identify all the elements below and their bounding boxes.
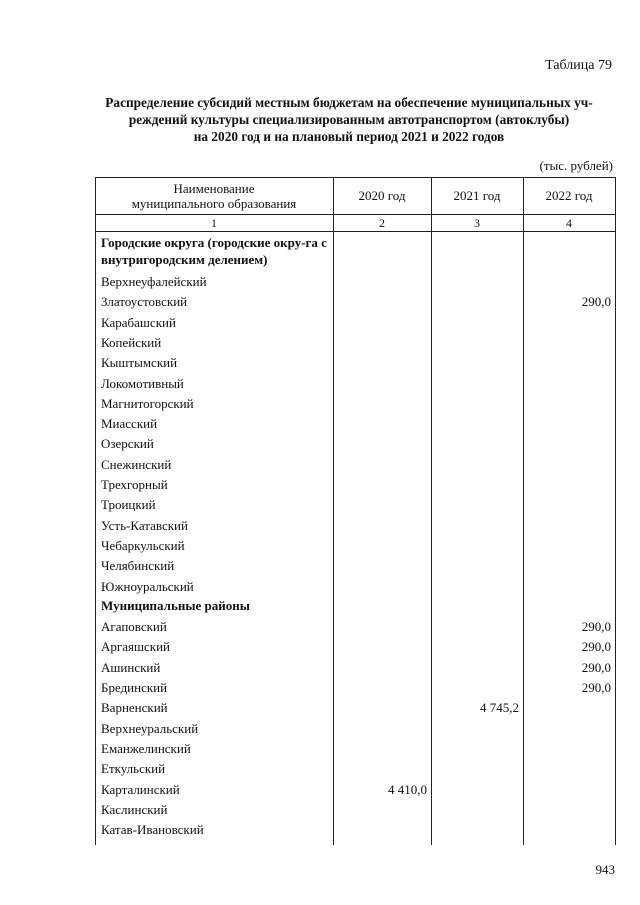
municipality-name: Трехгорный <box>101 477 168 492</box>
table-row <box>95 800 616 820</box>
municipality-name: Кыштымский <box>101 355 178 371</box>
table-row <box>95 780 616 800</box>
table-row <box>95 719 616 739</box>
table-row <box>95 333 616 353</box>
municipality-name: Карабашский <box>101 314 176 330</box>
subsidy-table <box>95 177 616 845</box>
municipality-name: Златоустовский <box>101 294 188 310</box>
header-2022: 2022 год <box>545 188 593 203</box>
title-line: на 2020 год и на плановый период 2021 и 2022 годов <box>193 129 505 144</box>
unit-label: (тыс. рублей) <box>539 158 613 173</box>
municipality-name: Челябинский <box>101 558 175 574</box>
table-row <box>95 414 616 434</box>
value-2021: 4 745,2 <box>480 700 519 716</box>
municipality-name: Еманжелинский <box>101 740 191 756</box>
header-name <box>95 177 333 214</box>
municipality-name: Ашинский <box>101 659 161 675</box>
table-row <box>95 313 616 333</box>
value-2022: 290,0 <box>581 680 611 695</box>
table-row <box>95 475 616 495</box>
table-row <box>95 637 616 657</box>
column-number: 4 <box>566 216 572 230</box>
municipality-name: Магнитогорский <box>101 395 194 411</box>
title-line: реждений культуры специализированным автотранспортом (автоклубы) <box>128 112 570 127</box>
municipality-name: Локомотивный <box>101 375 184 391</box>
table-row <box>95 617 616 637</box>
table-label: Таблица 79 <box>545 58 612 73</box>
value-2020: 4 410,0 <box>388 781 427 797</box>
title-line: Распределение субсидий местным бюджетам на обеспечение муниципальных уч- <box>105 95 593 110</box>
table-row <box>95 698 616 718</box>
municipality-name: Озерский <box>101 436 154 452</box>
municipality-name: Катав-Ивановский <box>101 822 204 838</box>
section-heading: Городские округа (городские окру-га с внутригородским делением) <box>101 235 327 267</box>
table-row <box>95 434 616 454</box>
header-2021: 2021 год <box>453 188 501 203</box>
column-number: 1 <box>211 216 217 230</box>
municipality-name: Аргаяшский <box>101 639 170 655</box>
table-row <box>95 739 616 759</box>
table-row <box>95 394 616 414</box>
value-2022: 290,0 <box>581 659 611 675</box>
municipality-name: Южноуральский <box>101 578 194 594</box>
table-row <box>95 577 616 597</box>
table-row <box>95 292 616 312</box>
table-row <box>95 759 616 779</box>
table-row <box>95 455 616 475</box>
municipality-name: Варненский <box>101 700 168 716</box>
municipality-name: Верхнеуфалейский <box>101 274 207 289</box>
municipality-name: Еткульский <box>101 761 166 777</box>
municipality-name: Каслинский <box>101 801 168 817</box>
municipality-name: Копейский <box>101 334 162 350</box>
table-row <box>95 678 616 698</box>
page-number: 943 <box>595 862 615 877</box>
municipality-name: Агаповский <box>101 619 167 635</box>
table-row <box>95 658 616 678</box>
value-2022: 290,0 <box>581 619 611 635</box>
table-row <box>95 536 616 556</box>
municipality-name: Усть-Катавский <box>101 517 188 533</box>
number-row-divider <box>95 231 616 232</box>
municipality-name: Брединский <box>101 680 168 695</box>
table-row <box>95 597 616 617</box>
column-number: 3 <box>474 216 480 230</box>
municipality-name: Карталинский <box>101 781 180 797</box>
table-row <box>95 374 616 394</box>
table-row <box>95 353 616 373</box>
table-row <box>95 556 616 576</box>
table-row <box>95 820 616 840</box>
header-name-text: Наименование муниципального образования <box>131 180 297 211</box>
municipality-name: Верхнеуральский <box>101 720 199 736</box>
municipality-name: Миасский <box>101 416 158 432</box>
municipality-name: Чебаркульский <box>101 537 185 553</box>
municipality-name: Троицкий <box>101 497 156 513</box>
table-row <box>95 516 616 536</box>
table-row <box>95 234 616 272</box>
value-2022: 290,0 <box>581 639 611 655</box>
municipality-name: Снежинский <box>101 456 172 472</box>
table-row <box>95 272 616 292</box>
table-row <box>95 495 616 515</box>
header-2020: 2020 год <box>358 188 406 203</box>
value-2022: 290,0 <box>581 294 611 310</box>
section-heading: Муниципальные районы <box>101 597 250 613</box>
column-number: 2 <box>379 216 385 230</box>
document-title <box>82 94 616 145</box>
